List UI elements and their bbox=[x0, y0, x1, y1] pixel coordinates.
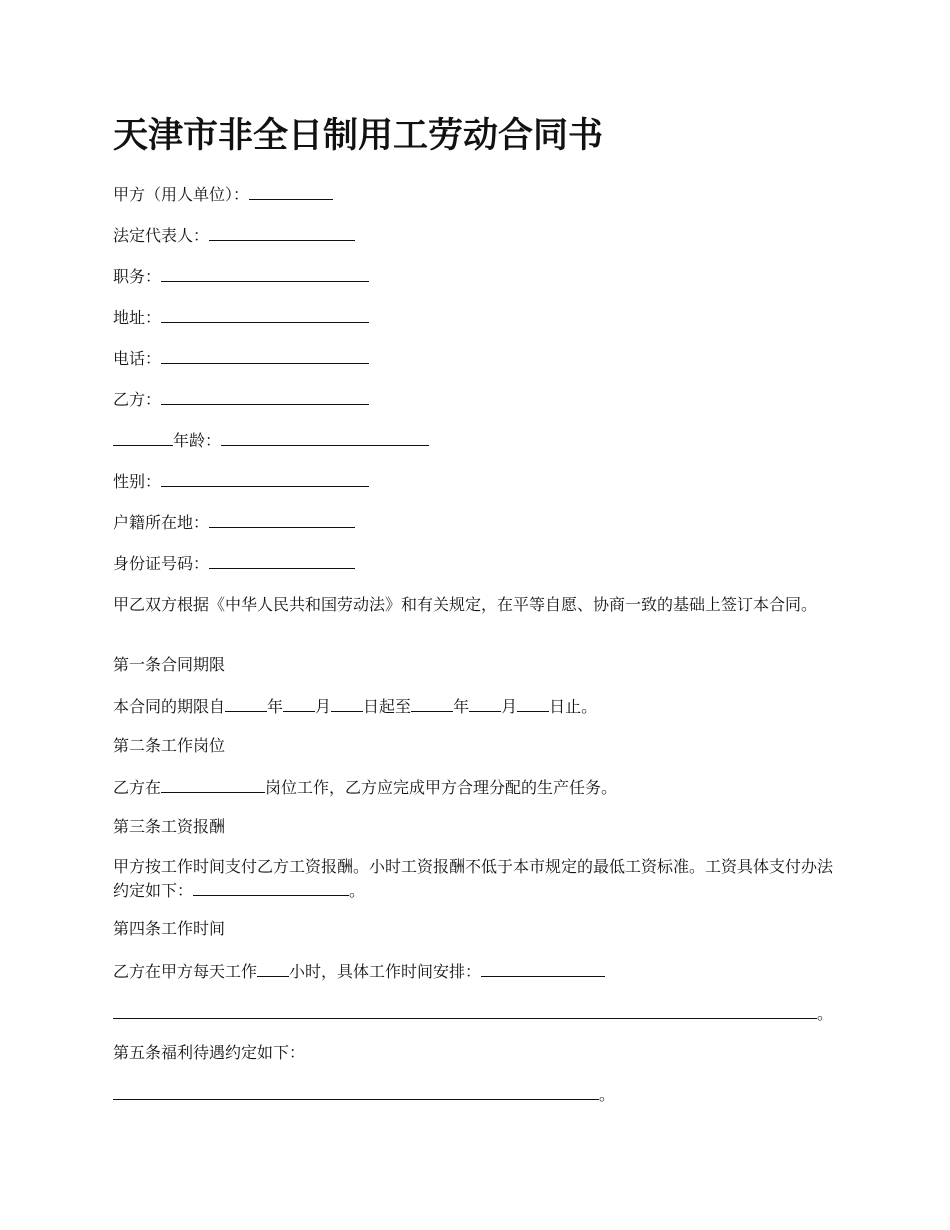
id-label: 身份证号码： bbox=[113, 554, 210, 573]
end-year-unit: 年 bbox=[453, 697, 470, 716]
phone-label: 电话： bbox=[113, 349, 162, 368]
benefits-blank[interactable] bbox=[113, 1082, 599, 1100]
start-day-unit: 日起至 bbox=[363, 697, 412, 716]
article-4-line bbox=[113, 959, 605, 983]
phone-line bbox=[113, 346, 369, 370]
household-blank[interactable] bbox=[209, 510, 355, 528]
start-day-blank[interactable] bbox=[331, 694, 363, 712]
party-b-label: 乙方： bbox=[113, 390, 162, 409]
gender-label: 性别： bbox=[113, 472, 162, 491]
schedule-period: 。 bbox=[817, 1004, 834, 1023]
legal-rep-label: 法定代表人： bbox=[113, 226, 210, 245]
address-blank[interactable] bbox=[161, 305, 369, 323]
position-blank[interactable] bbox=[161, 264, 369, 282]
article-3-paragraph bbox=[113, 856, 843, 902]
age-blank[interactable] bbox=[221, 428, 429, 446]
end-day-blank[interactable] bbox=[517, 694, 549, 712]
party-a-line bbox=[113, 182, 333, 206]
name-blank[interactable] bbox=[113, 428, 173, 446]
gender-blank[interactable] bbox=[161, 469, 369, 487]
post-blank[interactable] bbox=[161, 775, 265, 793]
household-label: 户籍所在地： bbox=[113, 513, 210, 532]
term-prefix: 本合同的期限自 bbox=[113, 697, 226, 716]
schedule-continuation-blank[interactable] bbox=[113, 1001, 817, 1019]
start-year-unit: 年 bbox=[267, 697, 284, 716]
hours-suffix: 小时，具体工作时间安排： bbox=[289, 962, 482, 981]
phone-blank[interactable] bbox=[161, 346, 369, 364]
id-blank[interactable] bbox=[209, 551, 355, 569]
schedule-continuation-line bbox=[113, 1001, 833, 1025]
start-month-blank[interactable] bbox=[283, 694, 315, 712]
article-5-title: 第五条福利待遇约定如下： bbox=[113, 1043, 306, 1062]
gender-line bbox=[113, 469, 369, 493]
article-4-title: 第四条工作时间 bbox=[113, 919, 226, 938]
party-a-label: 甲方（用人单位）： bbox=[113, 185, 250, 204]
party-a-blank[interactable] bbox=[249, 182, 333, 200]
household-line bbox=[113, 510, 355, 534]
article-2-title: 第二条工作岗位 bbox=[113, 736, 226, 755]
hours-blank[interactable] bbox=[257, 959, 289, 977]
address-label: 地址： bbox=[113, 308, 162, 327]
address-line bbox=[113, 305, 369, 329]
end-month-blank[interactable] bbox=[469, 694, 501, 712]
start-year-blank[interactable] bbox=[225, 694, 267, 712]
end-year-blank[interactable] bbox=[411, 694, 453, 712]
article-3-title: 第三条工资报酬 bbox=[113, 817, 226, 836]
wage-text: 甲方按工作时间支付乙方工资报酬。小时工资报酬不低于本市规定的最低工资标准。工资具体支付办法约定如下： bbox=[113, 857, 834, 900]
legal-rep-line bbox=[113, 223, 355, 247]
party-b-line bbox=[113, 387, 369, 411]
article-2-line bbox=[113, 775, 617, 799]
article-1-title: 第一条合同期限 bbox=[113, 655, 226, 674]
wage-blank[interactable] bbox=[193, 878, 349, 896]
post-prefix: 乙方在 bbox=[113, 778, 162, 797]
benefits-line bbox=[113, 1082, 615, 1106]
age-line bbox=[113, 428, 429, 452]
hours-prefix: 乙方在甲方每天工作 bbox=[113, 962, 258, 981]
schedule-blank[interactable] bbox=[481, 959, 605, 977]
article-1-term-line bbox=[113, 694, 597, 718]
intro-paragraph: 甲乙双方根据《中华人民共和国劳动法》和有关规定，在平等自愿、协商一致的基础上签订本合同。 bbox=[113, 595, 818, 614]
post-suffix: 岗位工作，乙方应完成甲方合理分配的生产任务。 bbox=[265, 778, 618, 797]
legal-rep-blank[interactable] bbox=[209, 223, 355, 241]
id-line bbox=[113, 551, 355, 575]
position-line bbox=[113, 264, 369, 288]
wage-period: 。 bbox=[349, 881, 366, 900]
start-month-unit: 月 bbox=[315, 697, 332, 716]
party-b-blank[interactable] bbox=[161, 387, 369, 405]
end-day-unit: 日止。 bbox=[549, 697, 598, 716]
position-label: 职务： bbox=[113, 267, 162, 286]
end-month-unit: 月 bbox=[501, 697, 518, 716]
age-label: 年龄： bbox=[173, 431, 222, 450]
document-title: 天津市非全日制用工劳动合同书 bbox=[113, 116, 604, 156]
benefits-period: 。 bbox=[599, 1085, 616, 1104]
